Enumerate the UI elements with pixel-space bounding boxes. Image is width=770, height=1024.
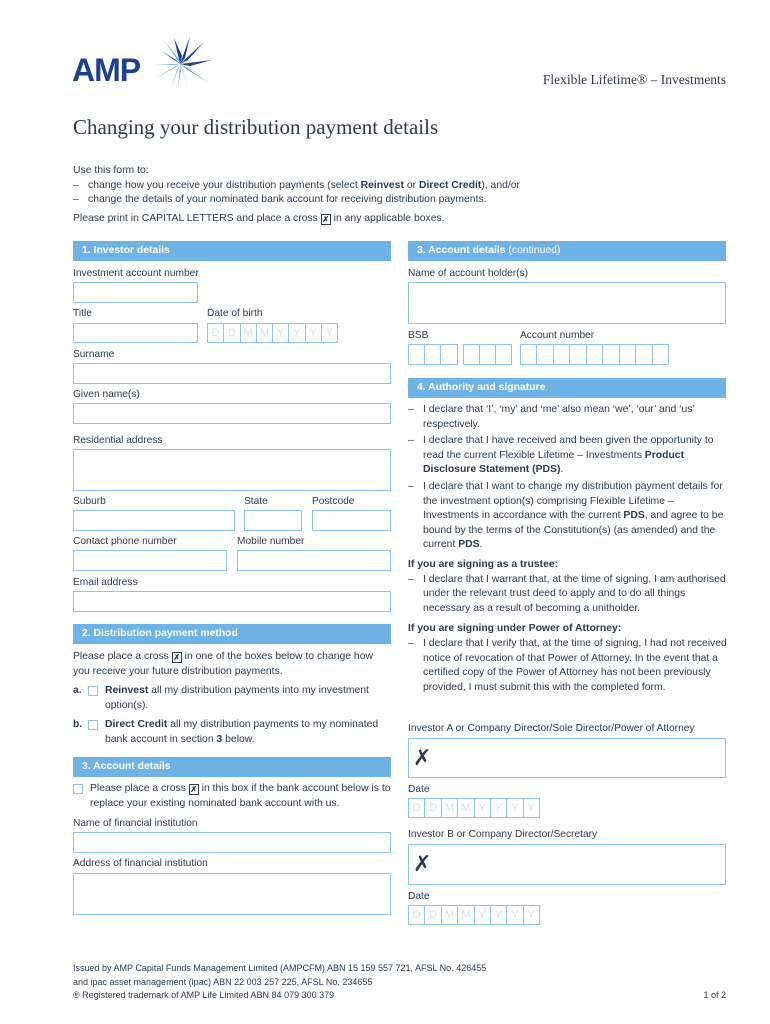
amp-logo-icon	[150, 34, 214, 94]
title-label: Title	[73, 308, 92, 319]
date-cell[interactable]: M	[257, 324, 273, 342]
footer	[73, 962, 633, 1003]
investor-b-signature[interactable]: ✗	[408, 844, 726, 885]
bsb-group-2[interactable]	[463, 344, 513, 365]
section-2-header: 2. Distribution payment method	[73, 624, 391, 644]
date-cell[interactable]: Y	[491, 906, 507, 924]
intro-print	[73, 212, 713, 227]
option-a-letter: a.	[73, 685, 82, 696]
date-cell[interactable]: Y	[507, 799, 523, 817]
option-a-desc: all my distribution payments into my investment option(s).	[105, 685, 369, 711]
email-input[interactable]	[73, 591, 391, 612]
intro-or: or	[403, 179, 419, 191]
amp-logo-text: AMP	[72, 52, 141, 88]
page-number: 1 of 2	[703, 990, 726, 1000]
option-a-text	[73, 684, 393, 713]
fin-inst-address-input[interactable]	[73, 873, 391, 915]
cross-example-icon: ✗	[190, 785, 198, 794]
intro-bullet-2: – change the details of your nominated bank account for receiving distribution payments.	[73, 193, 713, 208]
section-2-instruction-text: Please place a cross	[73, 651, 169, 662]
option-a-bold: Reinvest	[105, 685, 149, 696]
cross-example-icon: ✗	[173, 653, 181, 662]
section-3-continued-header	[408, 241, 726, 261]
product-name: Flexible Lifetime® – Investments	[542, 72, 726, 87]
bsb-input[interactable]	[408, 344, 512, 365]
footer-line-1: Issued by AMP Capital Funds Management Limited (AMPCFM) ABN 15 159 557 721, AFSL No. 426455	[73, 963, 487, 973]
date-cell[interactable]: Y	[325, 327, 334, 339]
declaration-3-pds: PDS	[623, 510, 645, 522]
declaration-3-text: I declare that I want to change my distribution payment details for the investment option(s) comprising Flexible Lifetime – Investments in accordance with the current	[423, 480, 723, 522]
date-cell[interactable]: Y	[289, 324, 305, 342]
state-label: State	[244, 496, 268, 507]
intro-print-text: Please print in CAPITAL LETTERS and place a cross	[73, 212, 318, 224]
intro-use-this: Use this form to:	[73, 165, 149, 176]
intro-bullet-1-end: ), and/or	[481, 179, 521, 191]
date-cell[interactable]: Y	[527, 802, 535, 814]
date-cell[interactable]: Y	[507, 906, 523, 924]
date-cell[interactable]: Y	[527, 909, 535, 921]
section-3-replace	[73, 782, 391, 811]
intro-bullet-1	[73, 179, 713, 194]
residential-address-label: Residential address	[73, 435, 163, 446]
investor-b-date-input[interactable]	[408, 905, 540, 925]
date-cell[interactable]: M	[442, 799, 458, 817]
option-b	[73, 718, 393, 747]
declaration-3	[408, 480, 728, 553]
option-b-bold: Direct Credit	[105, 719, 168, 730]
section-3-cross-text: Please place a cross	[90, 783, 186, 794]
contact-phone-input[interactable]	[73, 550, 227, 571]
section-2-instruction	[73, 650, 383, 679]
poa-heading: If you are signing under Power of Attorney:	[408, 623, 622, 635]
reinvest-checkbox[interactable]	[88, 686, 98, 696]
state-input[interactable]	[244, 510, 302, 531]
date-cell[interactable]: Y	[273, 324, 289, 342]
direct-credit-checkbox[interactable]	[88, 720, 98, 730]
fin-inst-name-input[interactable]	[73, 832, 391, 853]
account-holder-label: Name of account holder(s)	[408, 268, 529, 279]
date-cell[interactable]: M	[458, 799, 474, 817]
account-number-label: Account number	[520, 330, 595, 341]
date-cell[interactable]: Y	[475, 799, 491, 817]
date-cell[interactable]: D	[409, 799, 425, 817]
section-3b-title: 3. Account details	[417, 245, 506, 256]
investment-account-label: Investment account number	[73, 268, 199, 279]
given-names-input[interactable]	[73, 403, 391, 424]
footer-line-2: and ipac asset management (ipac) ABN 22 003 257 225, AFSL No. 234655	[73, 976, 373, 987]
investor-a-label: Investor A or Company Director/Sole Director/Power of Attorney	[408, 723, 695, 734]
declaration-3-pds-2: PDS	[458, 539, 480, 551]
option-b-letter: b.	[73, 719, 83, 730]
account-holder-input[interactable]	[408, 282, 726, 324]
declarations	[408, 403, 728, 695]
date-cell[interactable]: D	[425, 799, 441, 817]
option-b-text	[73, 718, 393, 747]
fin-inst-address-label: Address of financial institution	[73, 858, 208, 869]
section-1-header: 1. Investor details	[73, 241, 391, 261]
residential-address-input[interactable]	[73, 449, 391, 491]
replace-account-checkbox[interactable]	[73, 784, 83, 794]
fin-inst-name-label: Name of financial institution	[73, 818, 198, 829]
footer-line-3: ® Registered trademark of AMP Life Limited ABN 84 079 300 379	[73, 990, 335, 1000]
option-b-desc: all my distribution payments to my nominated bank account in section	[105, 719, 379, 745]
section-3b-continued: (continued)	[505, 245, 561, 256]
investment-account-input[interactable]	[73, 282, 198, 303]
date-cell[interactable]: D	[425, 906, 441, 924]
date-cell[interactable]: D	[224, 324, 240, 342]
date-cell[interactable]: M	[458, 906, 474, 924]
option-b-end: below.	[222, 733, 255, 745]
dob-label: Date of birth	[207, 308, 263, 319]
declaration-1: – I declare that ‘I’, ‘my’ and ‘me’ also mean ‘we’, ‘our’ and ‘us’ respectively.	[408, 403, 728, 432]
trustee-declaration: – I declare that I warrant that, at the time of signing, I am authorised under the relevant trust deed to apply and to do all things necessary as a result of becoming a unitholder.	[408, 573, 728, 617]
bsb-label: BSB	[408, 330, 429, 341]
investor-b-date-label: Date	[408, 891, 430, 902]
declaration-3-mid: , and agree to be bound by the terms of the Constitution(s) (as amended) and the current	[423, 510, 724, 551]
section-3-header: 3. Account details	[73, 757, 391, 777]
option-a	[73, 684, 393, 713]
postcode-input[interactable]	[312, 510, 391, 531]
cross-example-icon: ✗	[322, 214, 330, 224]
date-cell[interactable]: M	[442, 906, 458, 924]
option-b-section: 3	[216, 733, 223, 745]
poa-declaration: – I declare that I verify that, at the time of signing, I had not received notice of revocation of that Power of Attorney. In the event that a certified copy of the Power of Attorney has not been previously provided, I must submit this with the completed form.	[408, 637, 728, 695]
section-2-instruction-end: in one of the boxes below to change how you receive your future distribution payments.	[73, 651, 373, 677]
date-cell[interactable]: D	[208, 324, 224, 342]
intro	[73, 164, 713, 226]
declaration-2-text: I declare that I have received and been given the opportunity to read the current Flexible Lifetime – Investments	[423, 435, 714, 461]
suburb-input[interactable]	[73, 510, 235, 531]
date-cell[interactable]: Y	[306, 324, 322, 342]
section-4-header: 4. Authority and signature	[408, 378, 726, 398]
mobile-input[interactable]	[237, 550, 391, 571]
surname-input[interactable]	[73, 363, 391, 384]
declaration-2	[408, 434, 728, 478]
date-cell[interactable]: Y	[491, 799, 507, 817]
contact-phone-label: Contact phone number	[73, 536, 177, 547]
section-3-cross-end: in this box if the bank account below is to replace your existing nominated bank account with us.	[90, 783, 391, 809]
title-input[interactable]	[73, 323, 198, 343]
account-number-input[interactable]	[520, 344, 669, 365]
email-label: Email address	[73, 577, 138, 588]
bsb-group-1[interactable]	[408, 344, 458, 365]
mobile-label: Mobile number	[237, 536, 305, 547]
page-title: Changing your distribution payment details	[73, 115, 439, 139]
trustee-heading: If you are signing as a trustee:	[408, 558, 559, 570]
intro-bullet-1-text: change how you receive your distribution payments (select	[88, 179, 361, 191]
declaration-3-end: .	[479, 539, 483, 551]
declaration-2-end: .	[560, 464, 564, 476]
investor-a-date-label: Date	[408, 784, 430, 795]
surname-label: Surname	[73, 349, 115, 360]
investor-a-signature[interactable]: ✗	[408, 738, 726, 778]
section-3-replace-text	[73, 782, 391, 811]
date-cell[interactable]: D	[409, 906, 425, 924]
investor-b-label: Investor B or Company Director/Secretary	[408, 829, 598, 840]
postcode-label: Postcode	[312, 496, 355, 507]
dob-input[interactable]	[207, 323, 338, 343]
date-cell[interactable]: M	[241, 324, 257, 342]
date-cell[interactable]: Y	[475, 906, 491, 924]
given-names-label: Given name(s)	[73, 389, 140, 400]
intro-reinvest: Reinvest	[360, 179, 404, 191]
suburb-label: Suburb	[73, 496, 106, 507]
declaration-2-pds: Product Disclosure Statement (PDS)	[423, 449, 685, 476]
investor-a-date-input[interactable]	[408, 798, 540, 818]
intro-direct-credit: Direct Credit	[418, 179, 482, 191]
intro-print-end: in any applicable boxes.	[333, 212, 445, 224]
